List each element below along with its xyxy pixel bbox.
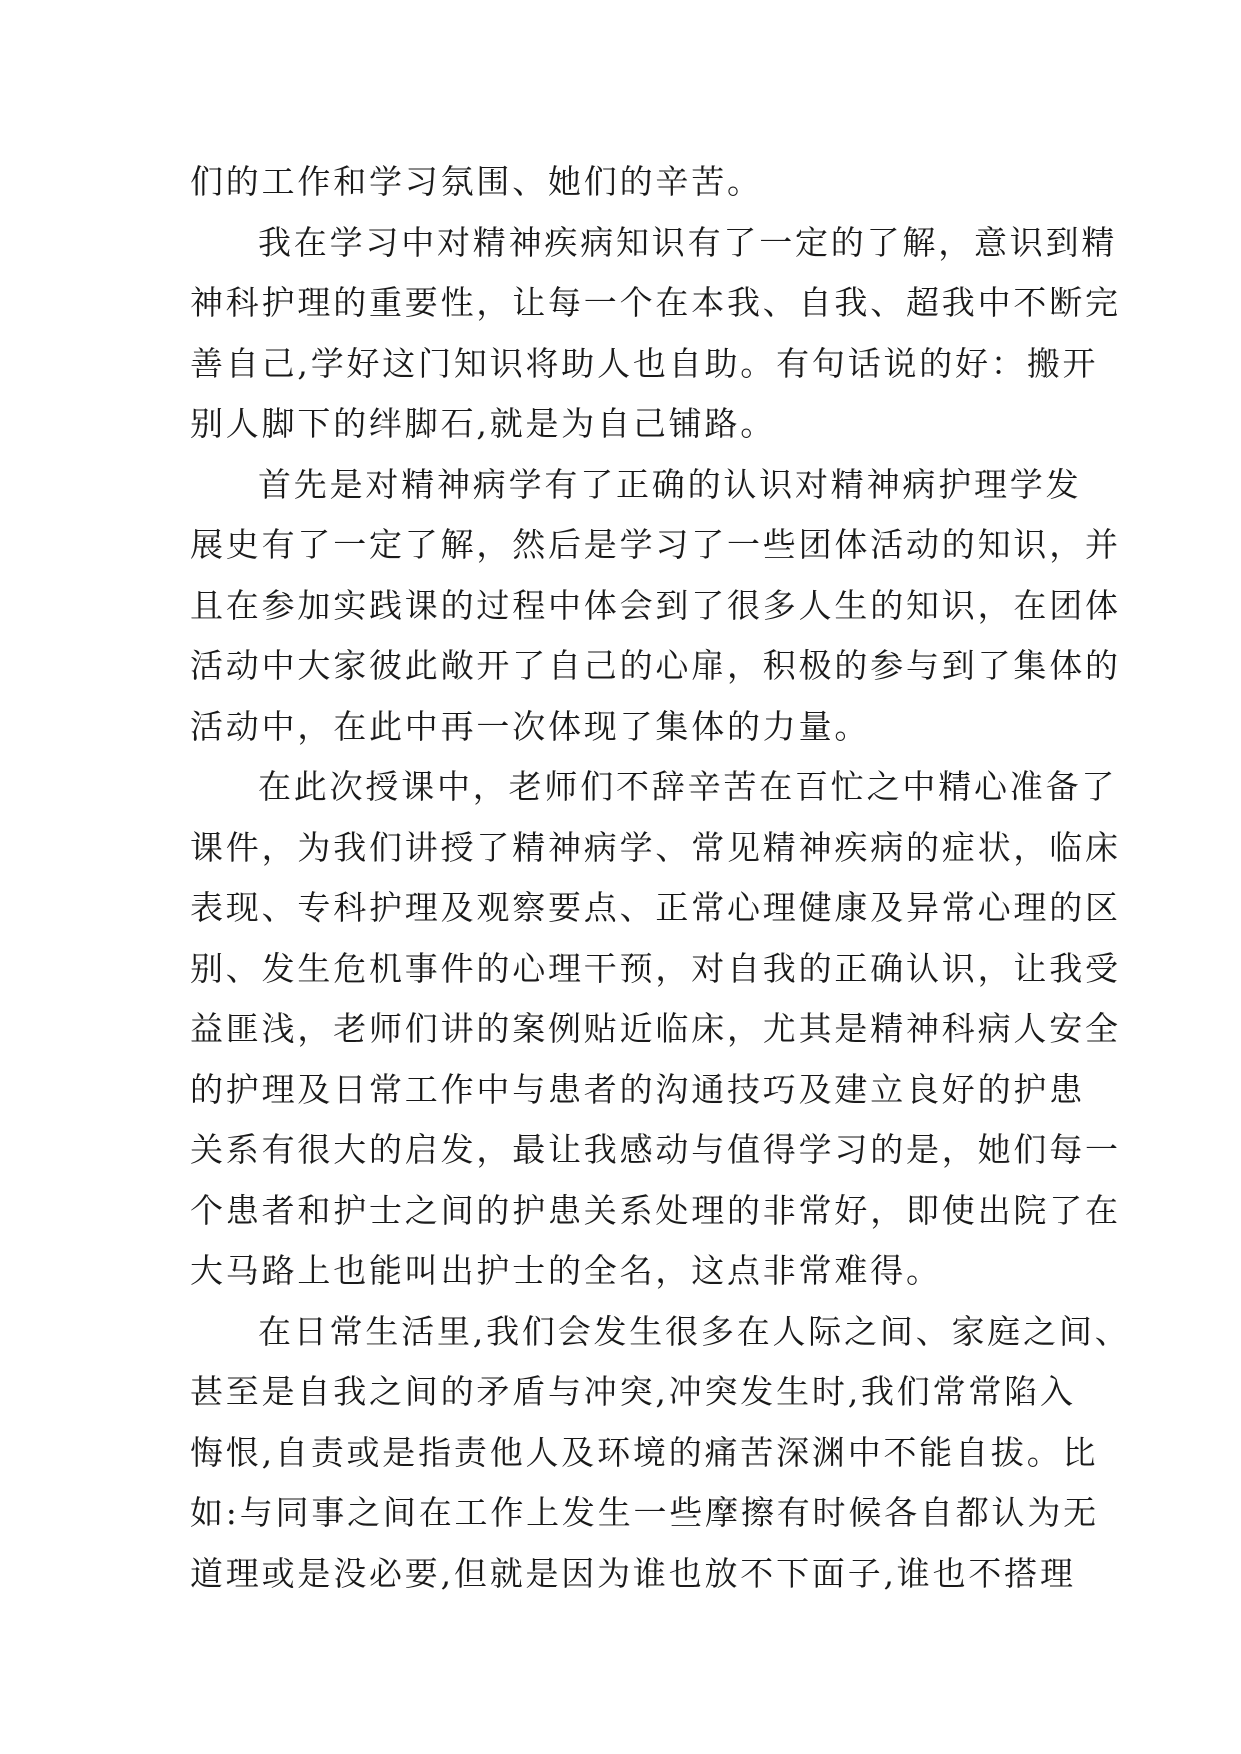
paragraph-first-line: 在此次授课中，老师们不辞辛苦在百忙之中精心准备了 [258, 767, 1118, 806]
text-line: 别人脚下的绊脚石,就是为自己铺路。 [190, 404, 777, 443]
text-line: 活动中，在此中再一次体现了集体的力量。 [190, 706, 871, 746]
text-line: 善自己,学好这门知识将助人也自助。有句话说的好：搬开 [190, 343, 1099, 383]
text-line: 们的工作和学习氛围、她们的辛苦。 [190, 162, 763, 201]
text-line: 且在参加实践课的过程中体会到了很多人生的知识，在团体 [190, 585, 1121, 625]
text-line: 关系有很大的启发，最让我感动与值得学习的是，她们每一 [190, 1130, 1121, 1169]
text-line: 神科护理的重要性，让每一个在本我、自我、超我中不断完 [190, 283, 1121, 322]
text-line: 甚至是自我之间的矛盾与冲突,冲突发生时,我们常常陷入 [190, 1372, 1076, 1411]
text-line: 如:与同事之间在工作上发生一些摩擦有时候各自都认为无 [190, 1493, 1099, 1532]
paragraph-first-line: 在日常生活里,我们会发生很多在人际之间、家庭之间、 [258, 1311, 1131, 1351]
text-line: 益匪浅，老师们讲的案例贴近临床，尤其是精神科病人安全 [190, 1009, 1121, 1048]
body-text [190, 152, 1131, 1604]
paragraph-first-line: 首先是对精神病学有了正确的认识对精神病护理学发 [258, 464, 1082, 504]
text-line: 大马路上也能叫出护士的全名，这点非常难得。 [190, 1251, 942, 1290]
text-line: 课件，为我们讲授了精神病学、常见精神疾病的症状，临床 [190, 827, 1121, 867]
text-line: 个患者和护士之间的护患关系处理的非常好，即使出院了在 [190, 1190, 1121, 1230]
text-line: 的护理及日常工作中与患者的沟通技巧及建立良好的护患 [190, 1069, 1085, 1109]
text-line: 展史有了一定了解，然后是学习了一些团体活动的知识，并 [190, 525, 1121, 564]
text-line: 别、发生危机事件的心理干预，对自我的正确认识，让我受 [190, 948, 1121, 988]
paragraph-first-line: 我在学习中对精神疾病知识有了一定的了解，意识到精 [258, 222, 1118, 262]
text-line: 表现、专科护理及观察要点、正常心理健康及异常心理的区 [190, 888, 1121, 927]
text-line: 道理或是没必要,但就是因为谁也放不下面子,谁也不搭理 [190, 1553, 1076, 1593]
text-line: 活动中大家彼此敞开了自己的心扉，积极的参与到了集体的 [190, 646, 1121, 685]
text-line: 悔恨,自责或是指责他人及环境的痛苦深渊中不能自拔。比 [190, 1432, 1099, 1472]
